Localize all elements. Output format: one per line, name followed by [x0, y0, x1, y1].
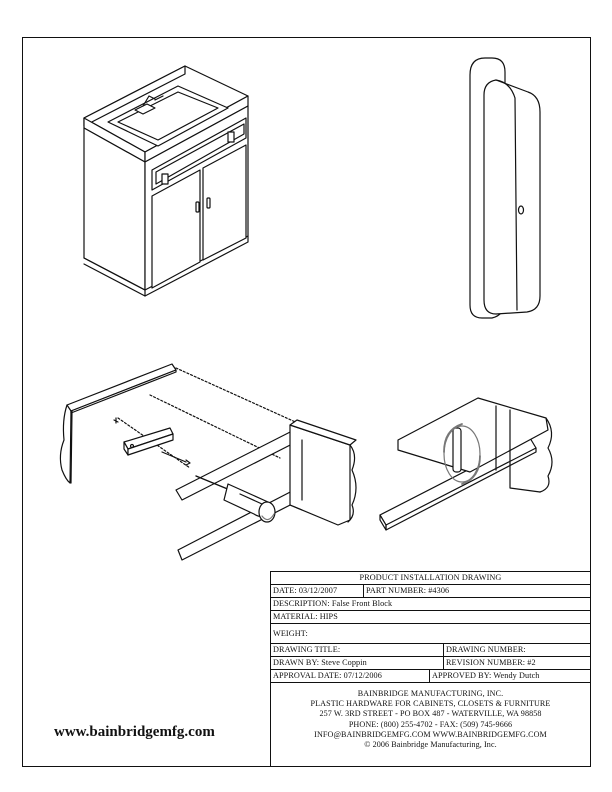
title-block-heading: PRODUCT INSTALLATION DRAWING [271, 572, 590, 585]
part-number-field: PART NUMBER: #4306 [363, 585, 590, 597]
revision-number-field: REVISION NUMBER: #2 [443, 657, 590, 669]
installed-view [380, 398, 552, 530]
material-field: MATERIAL: HIPS [273, 612, 338, 621]
approval-date-field: APPROVAL DATE: 07/12/2006 [273, 671, 382, 680]
copyright-notice: © 2006 Bainbridge Manufacturing, Inc. [364, 740, 497, 750]
company-tagline: PLASTIC HARDWARE FOR CABINETS, CLOSETS & FURNITURE [310, 699, 551, 709]
drawing-number-field: DRAWING NUMBER: [443, 644, 590, 656]
company-info [271, 689, 590, 750]
sink-cabinet-illustration [84, 66, 248, 296]
installation-exploded-view [60, 364, 356, 560]
title-block [270, 571, 591, 767]
website-url: www.bainbridgemfg.com [54, 724, 215, 740]
weight-field: WEIGHT: [273, 629, 308, 638]
company-contact: INFO@BAINBRIDGEMFG.COM WWW.BAINBRIDGEMFG.COM [314, 729, 547, 739]
company-phone: PHONE: (800) 255-4702 - FAX: (509) 745-9666 [348, 719, 513, 729]
description-field: DESCRIPTION: False Front Block [273, 599, 393, 608]
company-address: 257 W. 3RD STREET - PO BOX 487 - WATERVILLE, WA 98858 [319, 709, 542, 719]
approved-by-field: APPROVED BY: Wendy Dutch [429, 670, 590, 682]
drawing-title-field: DRAWING TITLE: [273, 645, 341, 654]
date-field: DATE: 03/12/2007 [273, 586, 338, 595]
company-name: BAINBRIDGE MANUFACTURING, INC. [357, 689, 504, 698]
drawn-by-field: DRAWN BY: Steve Coppin [273, 658, 367, 667]
false-front-block-illustration [470, 58, 540, 318]
